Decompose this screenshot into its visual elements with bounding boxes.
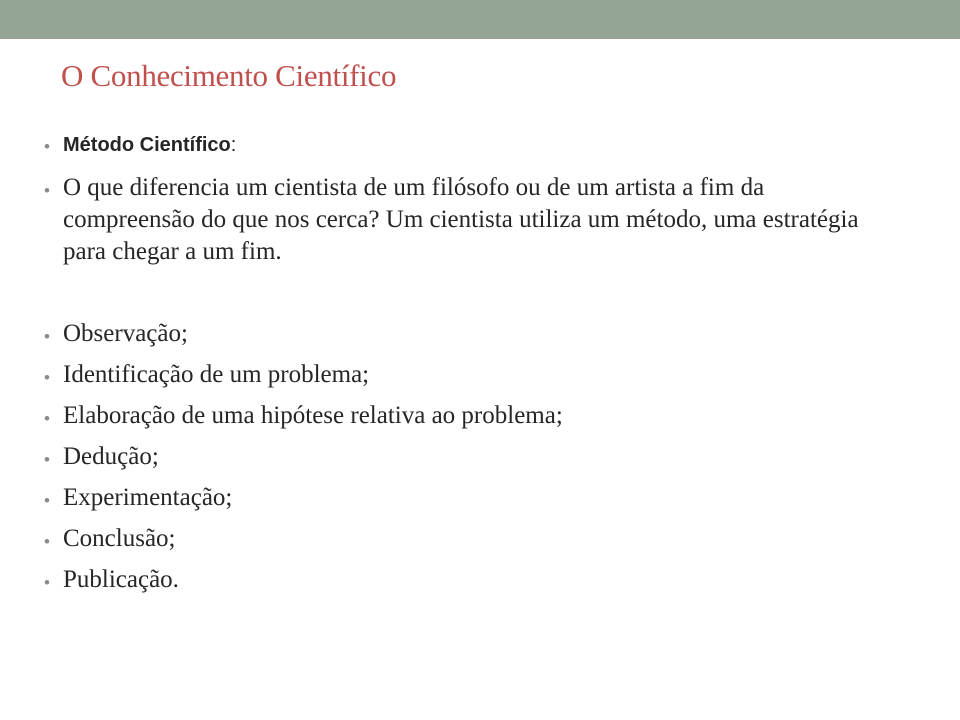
section-label: Método Científico bbox=[63, 134, 231, 156]
step-item-identificacao: • Identificação de um problema; bbox=[44, 359, 894, 391]
bullet-paragraph: • O que diferencia um cientista de um filósofo ou de um artista a fim da compreensão do que nos cerca? Um cientista utiliza um método, uma estratégia para chegar a um fim. bbox=[44, 172, 894, 268]
step-item-conclusao: • Conclusão; bbox=[44, 523, 894, 555]
step-item-experimentacao: • Experimentação; bbox=[44, 482, 894, 514]
step-item-observacao: • Observação; bbox=[44, 318, 894, 350]
bullet-metodo-cientifico bbox=[44, 130, 894, 160]
top-accent-bar bbox=[0, 0, 960, 39]
slide-title: O Conhecimento Científico bbox=[61, 58, 397, 93]
step-item-publicacao: • Publicação. bbox=[44, 564, 894, 596]
bullet-list bbox=[44, 130, 894, 605]
step-item-deducao: • Dedução; bbox=[44, 441, 894, 473]
step-item-elaboracao: • Elaboração de uma hipótese relativa ao problema; bbox=[44, 400, 894, 432]
section-label-suffix: : bbox=[230, 134, 237, 156]
